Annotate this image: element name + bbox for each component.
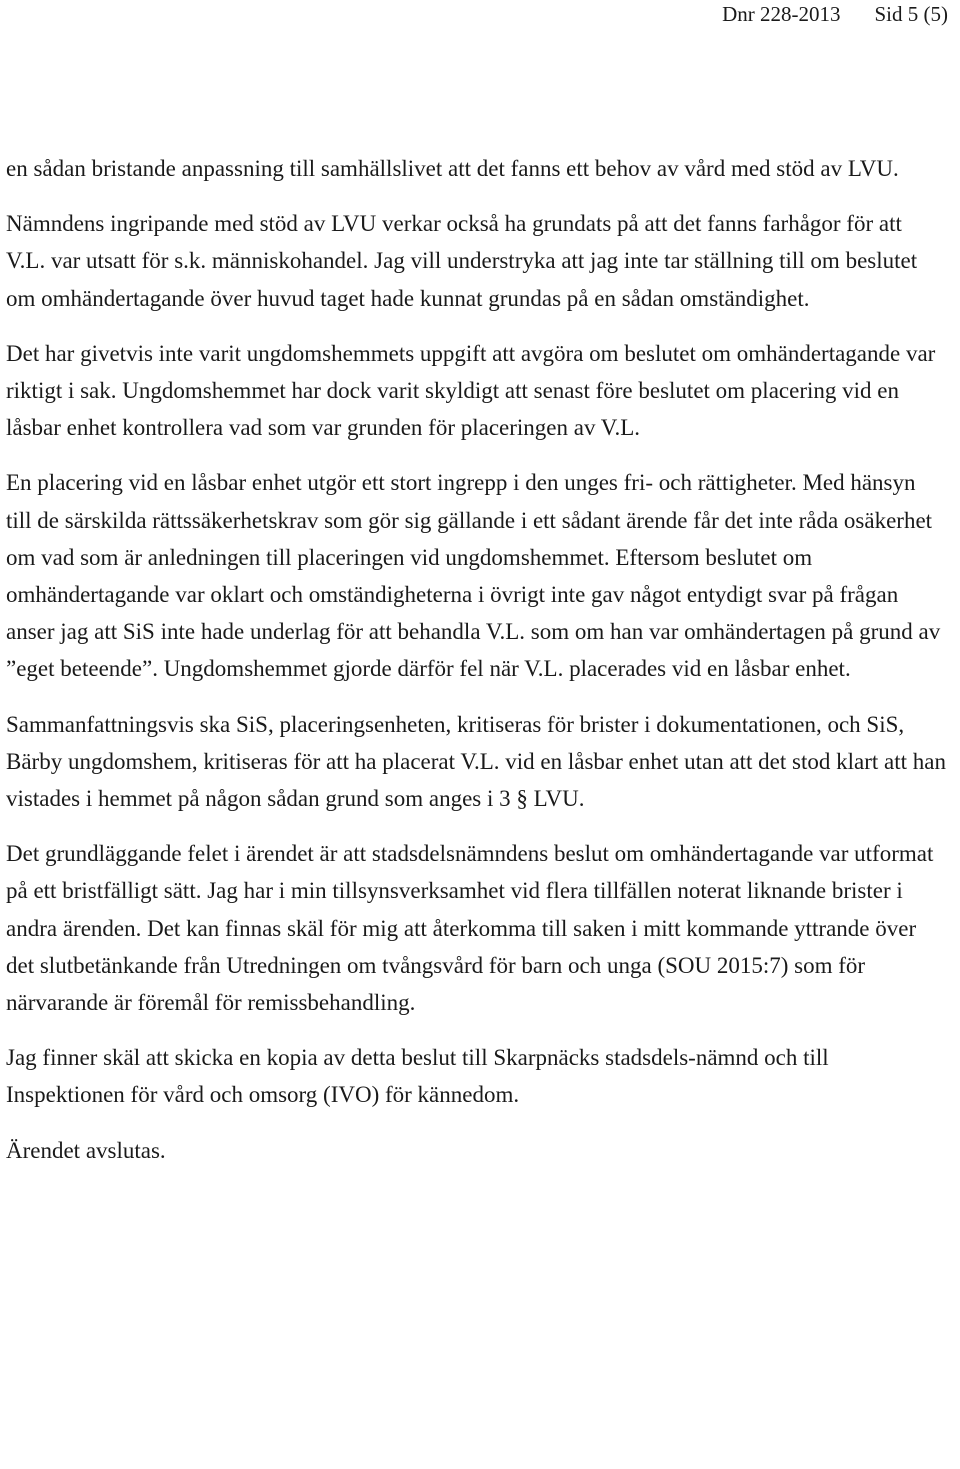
paragraph: Det grundläggande felet i ärendet är att stadsdelsnämndens beslut om omhändertagande var utformat på ett bristfälligt sätt. Jag har i min tillsynsverksamhet vid flera tillfällen noterat liknande brister i andra ärenden. Det kan finnas skäl för mig att återkomma till saken i mitt kommande yttrande över det slutbetänkande från Utredningen om tvångsvård för barn och unga (SOU 2015:7) som för närvarande är föremål för remissbehandling. (6, 841, 934, 1016)
paragraph: en sådan bristande anpassning till samhällslivet att det fanns ett behov av vård med stöd av LVU. (6, 156, 899, 181)
document-body (6, 150, 946, 1169)
case-number: Dnr 228-2013 (722, 2, 841, 26)
paragraph: Det har givetvis inte varit ungdomshemmets uppgift att avgöra om beslutet om omhändertagande var riktigt i sak. Ungdomshemmet har dock varit skyldigt att senast före beslutet om placering vid en låsbar enhet kontrollera vad som var grunden för placeringen av V.L. (6, 340, 936, 441)
page-number: Sid 5 (5) (874, 2, 948, 26)
paragraph: Ärendet avslutas. (6, 1137, 166, 1163)
paragraph: Jag finner skäl att skicka en kopia av detta beslut till Skarpnäcks stadsdels-nämnd och till Inspektionen för vård och omsorg (IVO) för kännedom. (6, 1045, 829, 1108)
page-header (722, 2, 948, 26)
paragraph: Sammanfattningsvis ska SiS, placeringsenheten, kritiseras för brister i dokumentationen, och SiS, Bärby ungdomshem, kritiseras för att ha placerat V.L. vid en låsbar enhet utan att det stod klart att han vistades i hemmet på någon sådan grund som anges i 3 § LVU. (6, 711, 946, 812)
paragraph: Nämndens ingripande med stöd av LVU verkar också ha grundats på att det fanns farhågor för att V.L. var utsatt för s.k. människohandel. Jag vill understryka att jag inte tar ställning till om beslutet om omhändertagande över huvud taget hade kunnat grundas på en sådan omständighet. (6, 211, 918, 311)
paragraph: En placering vid en låsbar enhet utgör ett stort ingrepp i den unges fri- och rättigheter. Med hänsyn till de särskilda rättssäkerhetskrav som gör sig gällande i ett sådant ärende får det inte råda osäkerhet om vad som är anledningen till placeringen vid ungdomshemmet. Eftersom beslutet om omhändertagande var oklart och omständigheterna i övrigt inte gav något entydigt svar på frågan anser jag att SiS inte hade underlag för att behandla V.L. som om han var omhändertagen på grund av ”eget beteende”. Ungdomshemmet gjorde därför fel när V.L. placerades vid en låsbar enhet. (6, 470, 941, 682)
